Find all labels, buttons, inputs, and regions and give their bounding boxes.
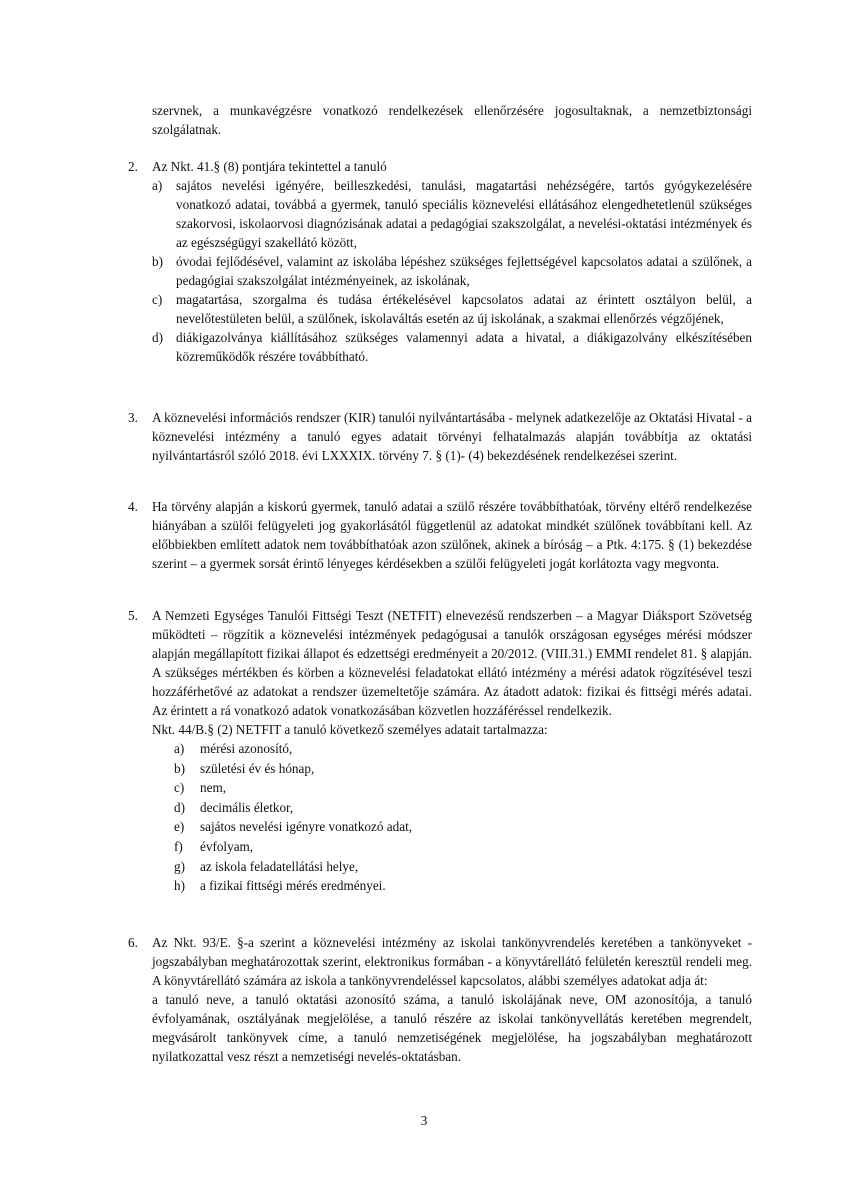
list-item [152,176,752,252]
list-text: születési év és hónap, [200,760,315,776]
list-letter: e) [174,819,185,835]
list-item [174,739,752,759]
section-paragraph: Ha törvény alapján a kiskorú gyermek, tanuló adatai a szülő részére továbbíthatóak, törvény eltérő rendelkezése hiányában a szülői felügyeleti jog gyakorlásától függetlenül az adatokat mindkét szülőnek továbbítani kell. Az előbbiekben említett adatok nem továbbíthatóak azon szülőnek, akinek a bíróság – a Ptk. 4:175. § (1) bekezdése szerint – a gyermek sorsát érintő lényeges kérdésekben a szülői felügyeleti jogát korlátozta vagy megvonta. [152,499,752,571]
section-paragraph: A köznevelési információs rendszer (KIR) tanulói nyilvántartásába - melynek adatkezelője az Oktatási Hivatal - a köznevelési intézmény a tanuló egyes adatait törvényi felhatalmazás alapján továbbítja az oktatási nyilvántartásról szóló 2018. évi LXXXIX. törvény 7. § (1)- (4) bekezdésének rendelkezései szerint. [152,410,752,463]
page-number: 3 [420,1113,428,1128]
list-text: diákigazolványa kiállításához szükséges valamennyi adata a hivatal, a diákigazolvány elkészítésében közreműködők részére továbbítható. [176,330,752,364]
list-letter: h) [174,878,185,894]
section-number: 6. [128,935,138,950]
section-number: 4. [128,499,138,514]
section-number: 3. [128,410,138,425]
section-6 [128,933,752,1066]
list-letter: f) [174,838,183,854]
section-3 [128,408,752,465]
section-4 [128,497,752,573]
list-item [152,290,752,328]
list-item [174,837,752,857]
list-text: mérési azonosító, [200,741,293,756]
list-text: nem, [200,780,227,796]
list-text: a fizikai fittségi mérés eredményei. [200,878,386,894]
list-item [174,857,752,877]
list-text: az iskola feladatellátási helye, [200,858,359,874]
section-2-list [152,176,752,366]
section-5 [128,606,752,896]
list-text: decimális életkor, [200,799,294,815]
list-letter: d) [174,799,185,815]
list-text: évfolyam, [200,838,254,854]
list-letter: c) [152,292,163,307]
list-item [174,876,752,896]
list-letter: a) [152,178,163,193]
list-text: sajátos nevelési igényre vonatkozó adat, [200,819,413,835]
list-letter: b) [152,254,163,269]
list-letter: c) [174,780,185,796]
list-letter: b) [174,760,185,776]
list-text: óvodai fejlődésével, valamint az iskolába lépéshez szükséges fejlettségével kapcsolatos adatai a szülőnek, a pedagógiai szakszolgálat intézményeinek, az iskolának, [176,254,752,288]
list-letter: a) [174,741,185,756]
section-paragraph: Az Nkt. 93/E. §-a szerint a köznevelési intézmény az iskolai tankönyvrendelés keretében a tankönyveket - jogszabályban meghatározottak szerint, elektronikus formában - a könyvtárellátó felületén keresztül rendeli meg. A könyvtárellátó számára az iskola a tankönyvrendeléssel kapcsolatos, alábbi személyes adatokat adja át: [152,935,752,988]
section-paragraph-2: a tanuló neve, a tanuló oktatási azonosító száma, a tanuló iskolájának neve, OM azonosítója, a tanuló évfolyamának, osztályának megjelölése, a tanuló részére az iskolai tankönyvellátás keretében megrendelt, megvásárolt tankönyvek címe, a tanuló nemzetiségének megjelölése, ha jogszabályban meghatározott nyilatkozattal vesz részt a nemzetiségi nevelés-oktatásban. [152,992,752,1064]
continuation-paragraph: szervnek, a munkavégzésre vonatkozó rendelkezések ellenőrzésére jogosultaknak, a nemzetbiztonsági szolgálatnak. [152,103,752,137]
list-text: magatartása, szorgalma és tudása értékelésével kapcsolatos adatai az érintett osztályon belül, a nevelőtestületen belül, a szülőnek, iskolaváltás esetén az új iskolának, a szakmai ellenőrzés végzőjének, [176,292,752,326]
section-number: 2. [128,159,138,174]
list-item [152,328,752,366]
section-paragraph: A Nemzeti Egységes Tanulói Fittségi Teszt (NETFIT) elnevezésű rendszerben – a Magyar Diáksport Szövetség működteti – rögzítik a köznevelési intézmények pedagógusai a tanulók országosan egységes mérési módszer alapján megállapított fizikai állapot és edzettségi eredményeit a 20/2012. (VIII.31.) EMMI rendelet 81. § alapján. A szükséges mértékben és körben a köznevelési feladatokat ellátó intézmény a mérési adatok rögzítésével teszi hozzáférhetővé az adatokat a rendszer üzemeltetője számára. Az átadott adatok: fizikai és fittségi mérés adatai. Az érintett a rá vonatkozó adatok vonatkozásában közvetlen hozzáféréssel rendelkezik. [152,608,752,718]
section-number: 5. [128,608,138,623]
list-item [174,778,752,798]
list-item [152,252,752,290]
list-item [174,759,752,779]
list-letter: g) [174,858,185,874]
section-intro: Az Nkt. 41.§ (8) pontjára tekintettel a tanuló [152,159,387,174]
section-subheading: Nkt. 44/B.§ (2) NETFIT a tanuló következő személyes adatait tartalmazza: [152,722,548,737]
list-item [174,817,752,837]
list-item [174,798,752,818]
list-letter: d) [152,330,163,345]
section-2 [128,157,752,366]
netfit-data-list [152,739,752,896]
list-text: sajátos nevelési igényére, beilleszkedési, tanulási, magatartási nehézségére, tartós gyógykezelésére vonatkozó adatai, továbbá a gyermek, tanuló speciális köznevelési ellátásához elengedhetetlenül szükséges szakorvosi, iskolaorvosi diagnózisának adatai a pedagógiai szakszolgálat, a nevelési-oktatási intézmények és az egészségügyi szakellátó között, [176,178,752,250]
